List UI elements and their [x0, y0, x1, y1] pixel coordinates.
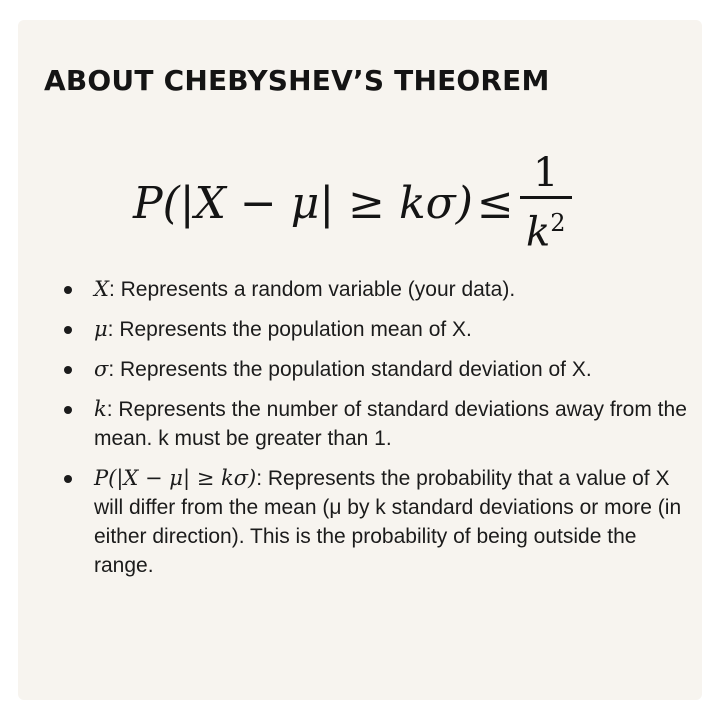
bullet-dot-icon [64, 326, 72, 334]
formula-denominator [526, 199, 566, 256]
formula-denominator-exponent: 2 [550, 208, 566, 237]
definition-text: : Represents the probability that a value of X will differ from the mean (μ by k standard deviations or more (in either direction). This is the probability of being outside the range. [94, 467, 682, 577]
bullet-dot-icon [64, 475, 72, 483]
definition-symbol: P(|X − μ| ≥ kσ) [94, 466, 257, 490]
definition-text: : Represents the number of standard deviations away from the mean. k must be greater than 1. [94, 398, 687, 450]
formula-lhs: P(|X − μ| ≥ kσ) [133, 177, 473, 229]
list-item-probability [58, 464, 688, 580]
list-item-mu [58, 315, 688, 344]
definition-symbol: k [94, 397, 107, 421]
list-item-sigma [58, 355, 688, 384]
definition-text: : Represents the population mean of X. [107, 318, 472, 341]
formula-relation: ≤ [476, 177, 514, 229]
page-title: ABOUT CHEBYSHEV’S THEOREM [44, 64, 550, 97]
definition-symbol: σ [94, 357, 109, 381]
definition-text: : Represents a random variable (your data). [108, 278, 516, 301]
bullet-dot-icon [64, 366, 72, 374]
chebyshev-formula [133, 148, 572, 258]
bullet-dot-icon [64, 286, 72, 294]
bullet-dot-icon [64, 406, 72, 414]
formula-denominator-base: k [526, 209, 551, 256]
definition-symbol: μ [94, 317, 108, 341]
list-item-k [58, 395, 688, 453]
formula-numerator: 1 [533, 149, 559, 196]
definition-symbol: X [94, 277, 109, 301]
list-item-x [58, 275, 688, 304]
formula-fraction [520, 150, 572, 256]
definition-text: : Represents the population standard deviation of X. [108, 358, 592, 381]
definitions-list [58, 275, 688, 591]
